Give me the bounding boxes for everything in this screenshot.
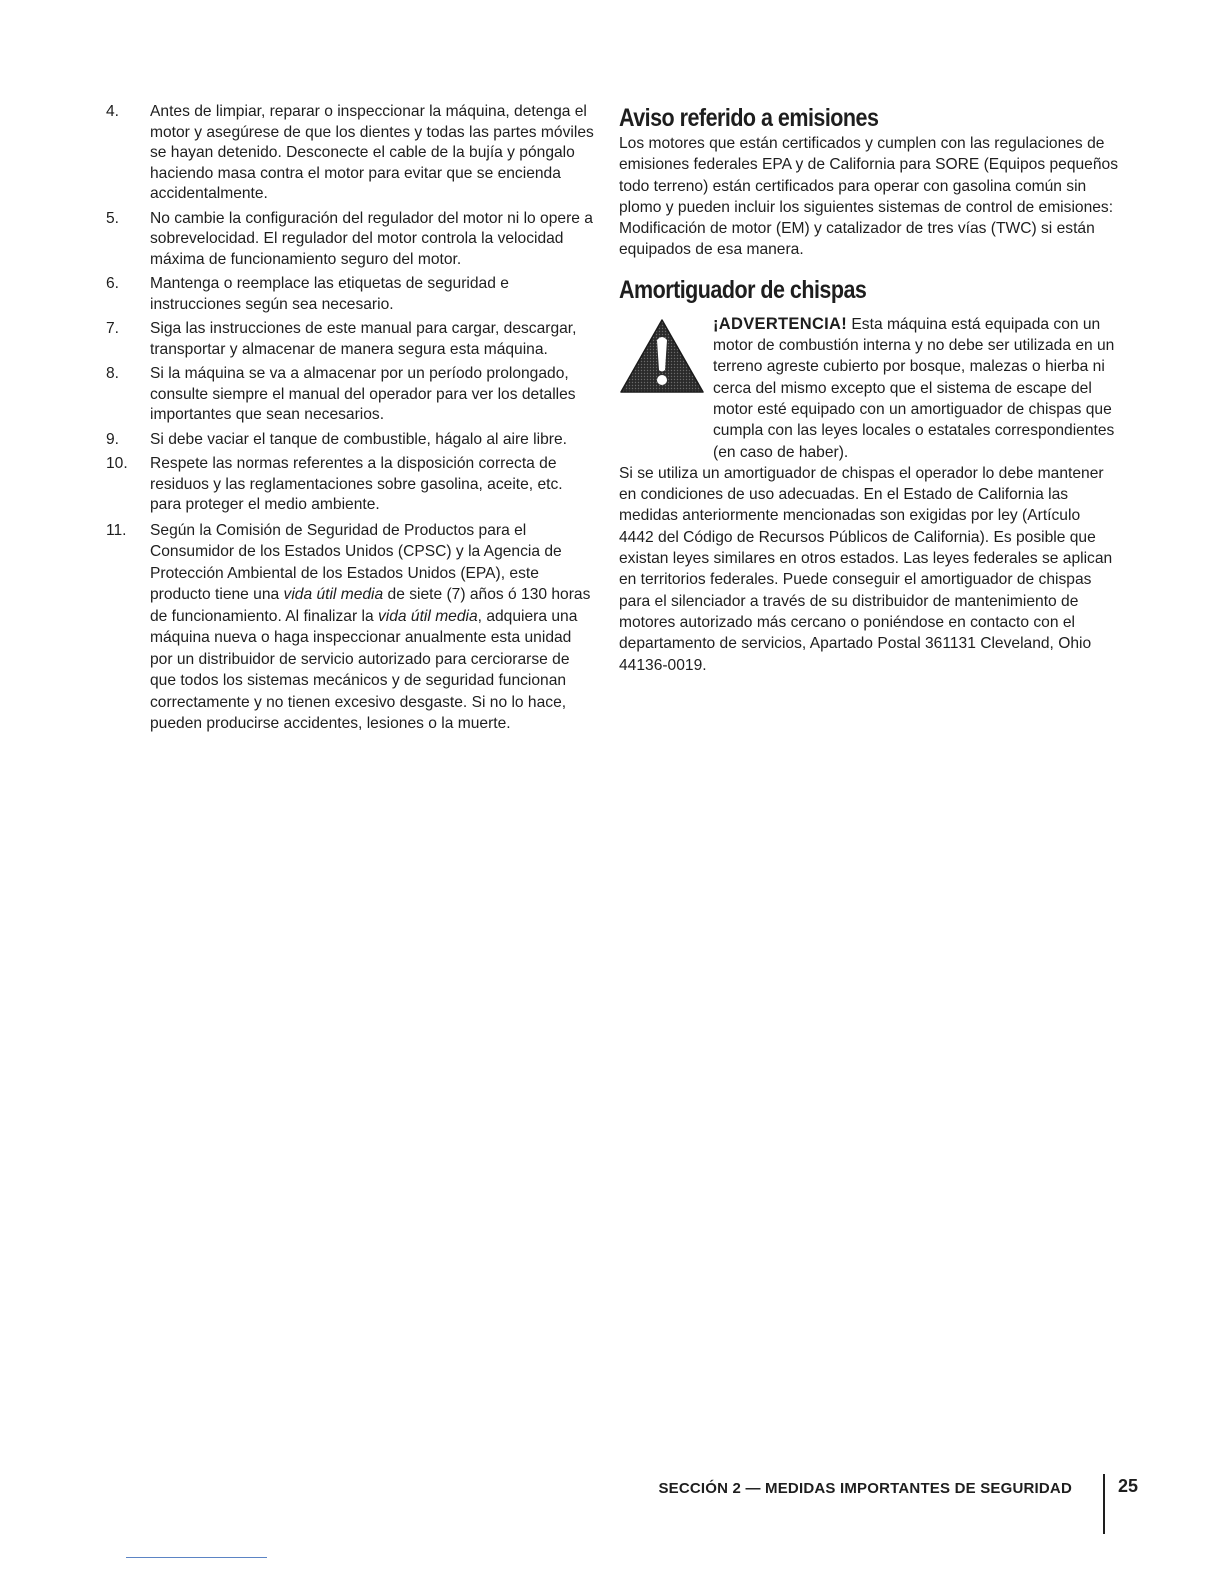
list-item: [106, 454, 594, 516]
footer-divider: [1103, 1474, 1105, 1534]
right-column: [619, 102, 1119, 676]
list-item-number: 8.: [106, 365, 120, 382]
item11-text-part1: Según la Comisión de Seguridad de Productos para el Consumidor de los Estados Unidos (CPSC) y la Agencia de Protección Ambiental de los Estados Unidos (EPA), este producto tiene una: [150, 521, 562, 603]
left-column: [106, 102, 594, 735]
footer-rule: [126, 1557, 267, 1558]
warning-block: [619, 314, 1119, 463]
warning-text: [713, 314, 1119, 463]
item11-emphasis-1: vida útil media: [283, 586, 384, 603]
item11-text-part2: de siete (7) años ó 130 horas de funcionamiento. Al finalizar la: [150, 586, 591, 625]
warning-body: Esta máquina está equipada con un motor de combustión interna y no debe ser utilizada en un terreno agreste cubierto por bosque, malezas o hierba ni cerca del mismo excepto que el sistema de escape del motor esté equipado con un amortiguador de chispas que cumpla con las leyes locales o estatales correspondientes (en caso de haber).: [713, 315, 1115, 461]
list-item: [106, 364, 594, 426]
list-item: [106, 520, 594, 735]
list-item-text: Siga las instrucciones de este manual para cargar, descargar, transportar y almacenar de manera segura esta máquina.: [150, 320, 577, 358]
item11-text-part3: , adquiera una máquina nueva o haga inspeccionar anualmente esta unidad por un distribuidor de servicio autorizado para cerciorarse de que todos los sistemas mecánicos y de seguridad funcionan correctamente y no tienen excesivo desgaste. Si no lo hace, pueden producirse accidentes, lesiones o la muerte.: [150, 607, 578, 732]
list-item-number: 7.: [106, 320, 120, 337]
list-item-text: Si debe vaciar el tanque de combustible, hágalo al aire libre.: [150, 430, 567, 448]
warning-label: ¡ADVERTENCIA!: [713, 314, 848, 333]
list-item: [106, 209, 594, 271]
item11-emphasis-2: vida útil media: [377, 607, 478, 625]
list-item-text: No cambie la configuración del regulador del motor ni lo opere a sobrevelocidad. El regulador del motor controla la velocidad máxima de funcionamiento seguro del motor.: [150, 209, 593, 268]
list-item: [106, 274, 594, 315]
list-item: [106, 430, 594, 451]
safety-instructions-list: [106, 102, 594, 735]
list-item-number: 10.: [106, 455, 128, 472]
emissions-text: Los motores que están certificados y cumplen con las regulaciones de emisiones federales EPA y de California para SORE (Equipos pequeños todo terreno) están certificados para operar con gasolina común sin plomo y pueden incluir los siguientes sistemas de control de emisiones: Modificación de motor (EM) y catalizador de tres vías (TWC) si están equipados de esa manera.: [619, 135, 1118, 259]
list-item-number: 6.: [106, 275, 120, 292]
emissions-heading: Aviso referido a emisiones: [619, 104, 879, 132]
list-item-text: Si la máquina se va a almacenar por un período prolongado, consulte siempre el manual del operador para ver los detalles importantes que sean necesarios.: [150, 365, 576, 423]
list-item-number: 4.: [106, 103, 120, 120]
list-item-number: 5.: [106, 209, 120, 227]
spark-arrester-heading: Amortiguador de chispas: [619, 275, 867, 304]
list-item-text: Antes de limpiar, reparar o inspeccionar la máquina, detenga el motor y asegúrese de que los dientes y todas las partes móviles se hayan detenido. Desconecte el cable de la bujía y póngalo haciendo masa contra el motor para evitar que se encienda accidentalmente.: [150, 103, 594, 202]
list-item-text: [150, 520, 594, 735]
list-item-text: Mantenga o reemplace las etiquetas de seguridad e instrucciones según sea necesario.: [150, 275, 509, 313]
footer-section-title: SECCIÓN 2 — MEDIDAS IMPORTANTES DE SEGURIDAD: [658, 1480, 1072, 1497]
page-number: 25: [1118, 1476, 1139, 1496]
list-item-number: 11.: [106, 521, 127, 539]
warning-triangle-icon: [619, 318, 705, 394]
list-item-number: 9.: [106, 430, 120, 448]
list-item: [106, 102, 594, 205]
warning-icon-wrap: [619, 314, 713, 463]
list-item: [106, 319, 594, 360]
spark-arrester-text: Si se utiliza un amortiguador de chispas el operador lo debe mantener en condiciones de uso adecuadas. En el Estado de California las medidas anteriormente mencionadas son exigidas por ley (Artículo 4442 del Código de Recursos Públicos de California). Es posible que existan leyes similares en otros estados. Las leyes federales se aplican en territorios federales. Puede conseguir el amortiguador de chispas para el silenciador a través de su distribuidor de mantenimiento de motores autorizado más cercano o poniéndose en contacto con el departamento de servicios, Apartado Postal 361131 Cleveland, Ohio 44136-0019.: [619, 464, 1113, 674]
list-item-text: Respete las normas referentes a la disposición correcta de residuos y las reglamentaciones sobre gasolina, aceite, etc. para proteger el medio ambiente.: [150, 455, 563, 513]
